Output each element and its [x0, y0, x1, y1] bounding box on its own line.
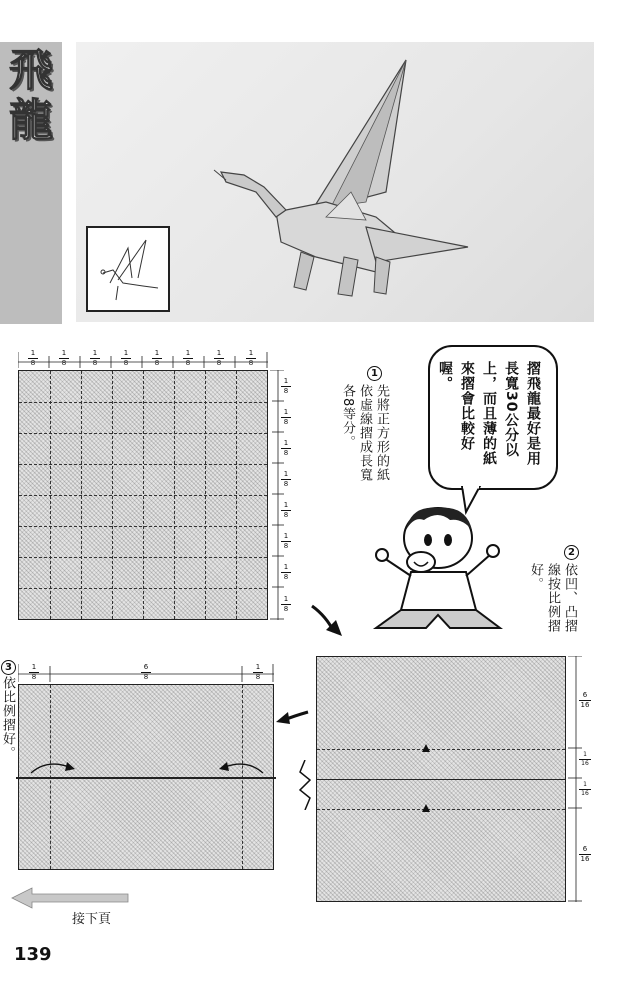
pleat-mark-icon [298, 760, 312, 810]
fraction-label: 1 8 [120, 350, 132, 367]
step2-number: 2 [564, 545, 579, 560]
page-number: 139 [14, 944, 52, 965]
fraction-label: 1 8 [252, 664, 264, 681]
fraction-label: 1 8 [280, 440, 292, 457]
fraction-label: 1 8 [245, 350, 257, 367]
step2-diagram-paper [316, 656, 566, 902]
fraction-label: 1 8 [58, 350, 70, 367]
fraction-label: 1 8 [27, 350, 39, 367]
step3-diagram-paper [18, 684, 274, 870]
fraction-label: 6 16 [580, 691, 590, 709]
fraction-label: 1 8 [280, 596, 292, 613]
fraction-label: 1 16 [578, 782, 592, 797]
step2-right-ruler [568, 656, 592, 902]
bubble-text: 摺飛龍最好是用長寬30公分以上，而且薄的紙來摺會比較好喔。 [437, 361, 541, 466]
step1-text: 先將正方形的紙依虛線摺成長寬各8等分。 [340, 384, 389, 482]
fraction-label: 1 8 [182, 350, 194, 367]
title-char-2: 龍 [9, 95, 53, 146]
step1-grid-paper [18, 370, 268, 620]
dragon-sketch-icon [88, 228, 168, 310]
fraction-label: 1 8 [280, 533, 292, 550]
inset-sketch-box [86, 226, 170, 312]
fraction-label: 1 8 [280, 502, 292, 519]
step3-top-ruler [18, 662, 274, 682]
fraction-label: 1 8 [213, 350, 225, 367]
fraction-label: 1 8 [280, 564, 292, 581]
fraction-label: 6 16 [580, 845, 590, 863]
fraction-label: 1 8 [151, 350, 163, 367]
down-arrow-icon [308, 602, 348, 642]
fraction-label: 1 8 [280, 378, 292, 395]
title-bar [0, 42, 62, 324]
cartoon-boy-illustration [366, 500, 506, 630]
step3-caption [0, 660, 16, 760]
fraction-label: 1 8 [89, 350, 101, 367]
step3-text: 依比例摺好。 [0, 676, 15, 760]
fraction-label: 6 8 [140, 664, 152, 681]
right-eighth-ruler [270, 370, 294, 620]
title-char-1: 飛 [9, 45, 53, 96]
step2-text: 依凹、凸摺線按比例摺好。 [528, 563, 577, 633]
dragon-photo [76, 42, 594, 322]
fraction-label: 1 8 [280, 471, 292, 488]
step1-number: 1 [367, 366, 382, 381]
fraction-label: 1 16 [578, 752, 592, 767]
left-arrow-icon [272, 706, 312, 726]
next-page-arrow-icon[interactable] [10, 886, 130, 910]
next-page-label[interactable]: 接下頁 [72, 912, 112, 927]
fraction-label: 1 8 [28, 664, 40, 681]
step3-number: 3 [1, 660, 16, 675]
top-eighth-ruler [18, 350, 268, 368]
speech-bubble [428, 345, 558, 490]
fraction-label: 1 8 [280, 409, 292, 426]
